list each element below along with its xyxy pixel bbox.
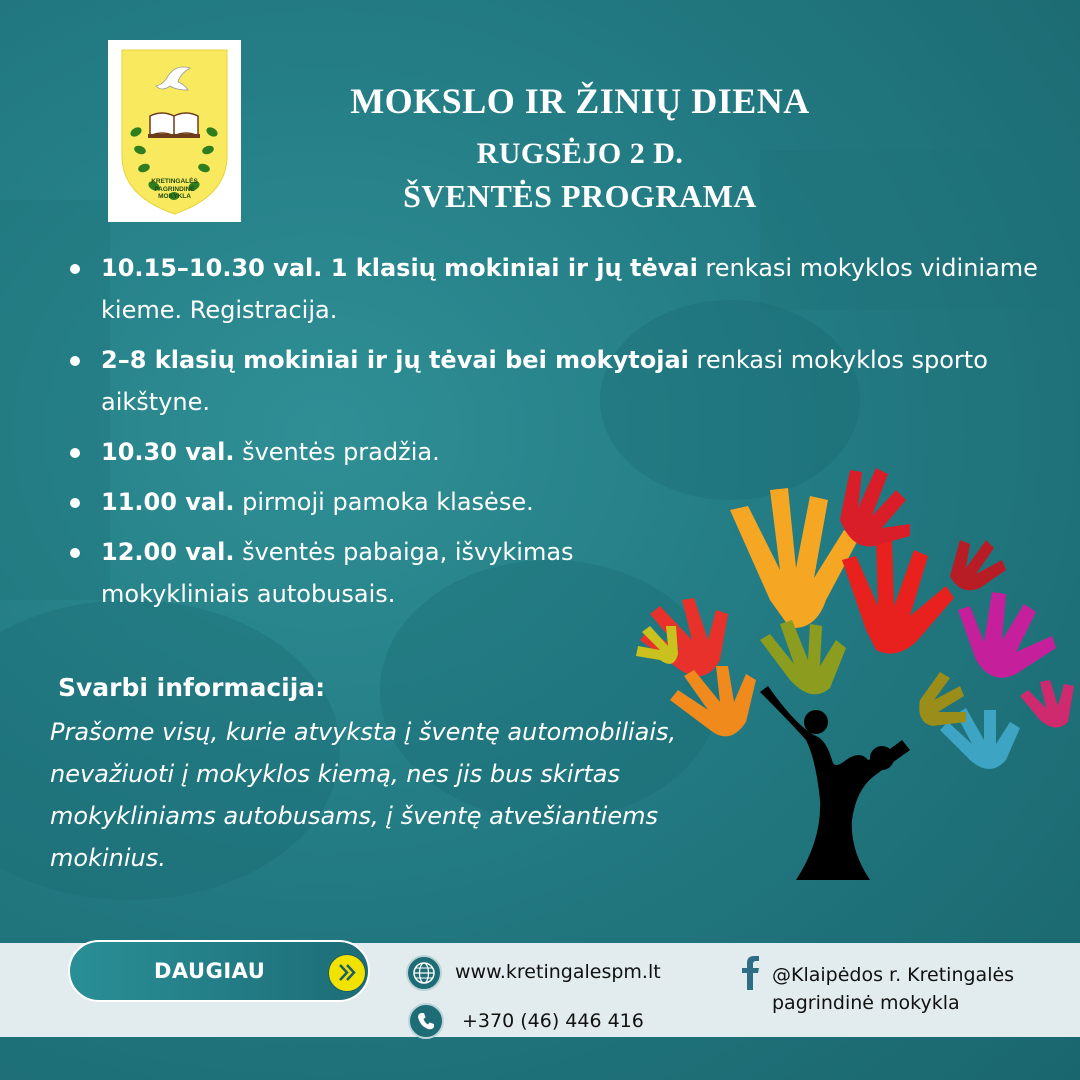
event-date: RUGSĖJO 2 D. — [476, 137, 684, 170]
program-item-text: šventės pabaiga, išvykimas mokykliniais autobusais. — [101, 538, 574, 608]
hand-icon — [1020, 680, 1074, 728]
program-item — [70, 531, 661, 615]
hand-icon — [636, 626, 678, 664]
hand-icon — [840, 468, 910, 546]
logo-line: KRETINGALĖS — [151, 178, 198, 185]
facebook-line: pagrindinė mokykla — [772, 992, 960, 1014]
program-item-time: 11.00 val. — [101, 488, 235, 516]
info-heading: Svarbi informacija: — [58, 673, 326, 702]
phone-icon — [408, 1003, 444, 1039]
program-item — [70, 339, 1061, 423]
facebook-line: @Klaipėdos r. Kretingalės — [772, 964, 1015, 986]
hand-icon — [670, 666, 756, 736]
facebook-link[interactable] — [772, 961, 1014, 1017]
bullet-icon — [70, 264, 80, 274]
program-item-text: pirmoji pamoka klasėse. — [234, 488, 534, 516]
more-button[interactable] — [68, 940, 370, 1002]
program-item-text: renkasi mokyklos vidiniame kieme. Registracija. — [101, 254, 1038, 324]
page-title: MOKSLO IR ŽINIŲ DIENA — [350, 81, 810, 121]
info-text: Prašome visų, kurie atvyksta į šventę automobiliais, nevažiuoti į mokyklos kiemą, nes jis bus skirtas mokykliniams autobusams, į šventę atvešiantiems mokinius. — [50, 718, 677, 872]
hand-icon — [919, 672, 966, 726]
hand-icon — [730, 488, 858, 628]
program-item — [70, 247, 1061, 331]
program-item-time: 10.30 val. — [101, 438, 235, 466]
tree-trunk-icon — [760, 686, 910, 880]
program-item-text: renkasi mokyklos sporto aikštyne. — [101, 346, 988, 416]
more-button-label: DAUGIAU — [154, 959, 266, 983]
bullet-icon — [70, 548, 80, 558]
program-item-text: šventės pradžia. — [234, 438, 440, 466]
program-item-time: 10.15–10.30 val. 1 klasių mokiniai ir jų tėvai — [101, 254, 698, 282]
phone-number[interactable]: +370 (46) 446 416 — [462, 1010, 644, 1032]
hand-icon — [760, 620, 846, 694]
hand-icon — [842, 540, 954, 654]
website-link[interactable]: www.kretingalespm.lt — [455, 961, 661, 983]
bullet-icon — [70, 448, 80, 458]
program-item-time: 2–8 klasių mokiniai ir jų tėvai bei mokytojai — [101, 346, 689, 374]
hands-tree-illustration — [620, 460, 1080, 900]
double-chevron-right-icon — [328, 954, 366, 992]
bullet-icon — [70, 498, 80, 508]
hand-icon — [950, 540, 1006, 590]
program-item-time: 12.00 val. — [101, 538, 235, 566]
globe-icon — [406, 955, 442, 991]
facebook-icon — [740, 956, 760, 996]
logo-line: MOKYKLA — [158, 193, 191, 200]
program-heading: ŠVENTĖS PROGRAMA — [403, 178, 757, 214]
logo-line: PAGRINDINĖ — [154, 185, 195, 193]
hand-icon — [958, 592, 1056, 678]
bullet-icon — [70, 356, 80, 366]
